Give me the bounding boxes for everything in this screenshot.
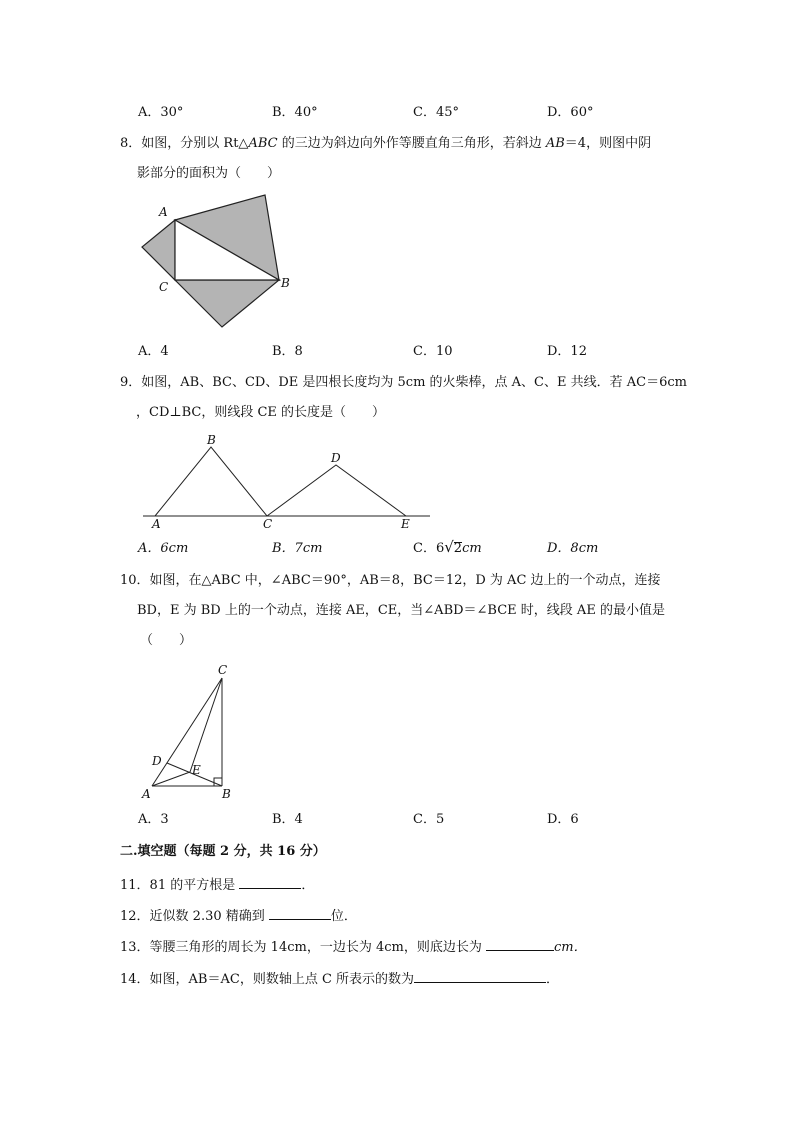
q8-option-d[interactable]: D．12 [547, 344, 587, 359]
question-12: 12．近似数 2.30 精确到 位． [120, 909, 357, 924]
q7-option-c[interactable]: C．45° [413, 105, 459, 120]
q12-answer-blank[interactable] [269, 907, 331, 920]
question-11: 11．81 的平方根是 ． [120, 878, 315, 893]
section-2-heading: 二.填空题（每题 2 分，共 16 分） [120, 844, 326, 859]
q8-option-c[interactable]: C．10 [413, 344, 453, 359]
q9-option-d[interactable]: D．8cm [547, 541, 599, 556]
q8-option-b[interactable]: B．8 [272, 344, 303, 359]
q10-label-c: C [218, 663, 228, 677]
q9-option-a[interactable]: A．6cm [138, 541, 189, 556]
q10-label-e: E [192, 763, 201, 777]
q13-answer-blank[interactable] [486, 938, 554, 951]
q9-option-b[interactable]: B．7cm [272, 541, 323, 556]
q11-answer-blank[interactable] [239, 876, 301, 889]
q9-label-c: C [263, 517, 273, 530]
q7-option-a[interactable]: A．30° [138, 105, 184, 120]
question-14: 14．如图，AB＝AC，则数轴上点 C 所表示的数为 ． [120, 972, 560, 987]
q10-label-a: A [142, 787, 151, 801]
q14-answer-blank[interactable] [414, 970, 546, 983]
q9-text-line1: 9．如图，AB、BC、CD、DE 是四根长度均为 5cm 的火柴棒，点 A、C、E 共线．若 AC＝6cm [120, 375, 687, 390]
q8-label-b: B [281, 276, 290, 290]
q10-text-line1: 10．如图，在△ABC 中，∠ABC＝90°，AB＝8，BC＝12，D 为 AC 边上的一个动点，连接 [120, 573, 661, 588]
q9-figure [140, 430, 440, 530]
question-13: 13．等腰三角形的周长为 14cm，一边长为 4cm，则底边长为 cm． [120, 940, 587, 955]
q9-label-b: B [207, 433, 216, 447]
q10-figure [140, 660, 250, 805]
q8-text-line1: 8．如图，分别以 Rt△ABC 的三边为斜边向外作等腰直角三角形，若斜边 AB＝4，则图中阴 [120, 136, 652, 151]
q8-option-a[interactable]: A．4 [138, 344, 169, 359]
q10-side-ac [152, 678, 222, 786]
q10-text-line3: （ ） [140, 633, 193, 648]
q7-option-d[interactable]: D．60° [547, 105, 594, 120]
q9-label-d: D [331, 451, 341, 465]
q10-option-a[interactable]: A．3 [138, 812, 169, 827]
q9-option-c[interactable]: C．6√2cm [413, 538, 482, 556]
q8-shaded-triangle-ac [142, 220, 175, 280]
q7-option-b[interactable]: B．40° [272, 105, 318, 120]
q9-label-a: A [152, 517, 161, 530]
q10-label-d: D [152, 754, 162, 768]
q10-option-d[interactable]: D．6 [547, 812, 579, 827]
q10-text-line2: BD，E 为 BD 上的一个动点，连接 AE，CE，当∠ABD＝∠BCE 时，线段 AE 的最小值是 [137, 603, 665, 618]
q9-matchsticks [155, 447, 406, 516]
q10-segment-ce [190, 678, 222, 772]
q10-option-b[interactable]: B．4 [272, 812, 303, 827]
q9-label-e: E [401, 517, 410, 530]
q8-shaded-triangle-bc [175, 280, 279, 327]
q10-segment-ae [152, 772, 190, 786]
q8-figure [135, 190, 305, 335]
q10-label-b: B [222, 787, 231, 801]
q8-label-c: C [159, 280, 169, 294]
q9-text-line2: ，CD⊥BC，则线段 CE 的长度是（ ） [136, 405, 386, 420]
q8-text-line2: 影部分的面积为（ ） [137, 166, 281, 181]
q10-option-c[interactable]: C．5 [413, 812, 445, 827]
q8-label-a: A [159, 205, 168, 219]
